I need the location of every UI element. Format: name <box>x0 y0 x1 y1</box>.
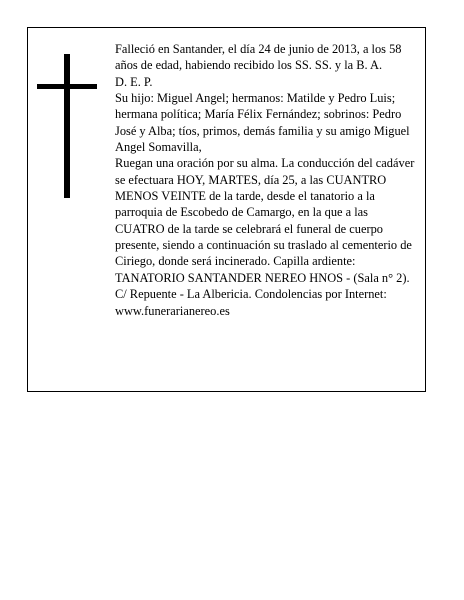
obituary-text <box>115 41 420 319</box>
latin-cross-icon <box>37 54 97 198</box>
cross-vertical-bar <box>64 54 70 198</box>
cross-horizontal-bar <box>37 84 97 89</box>
obituary-intro: Falleció en Santander, el día 24 de junio de 2013, a los 58 años de edad, habiendo recibido los SS. SS. y la B. A. <box>115 42 402 73</box>
obituary-family: Su hijo: Miguel Angel; hermanos: Matilde y Pedro Luis; hermana política; María Félix Fernández; sobrinos: Pedro José y Alba; tíos, primos, demás familia y su amigo Miguel Angel Somavilla, <box>115 91 410 155</box>
obituary-details: Ruegan una oración por su alma. La conducción del cadáver se efectuara HOY, MARTES, día 25, a las CUANTRO MENOS VEINTE de la tarde, desde el tanatorio a la parroquia de Escobedo de Camargo, en la que a las CUATRO de la tarde se celebrará el funeral de cuerpo presente, siendo a continuación su traslado al cementerio de Ciriego, donde será incinerado. Capilla ardiente: TANATORIO SANTANDER NEREO HNOS - (Sala n° 2). C/ Repuente - La Albericia. Condolencias por Internet: www.funerarianereo.es <box>115 156 415 318</box>
obituary-rip: D. E. P. <box>115 74 153 89</box>
